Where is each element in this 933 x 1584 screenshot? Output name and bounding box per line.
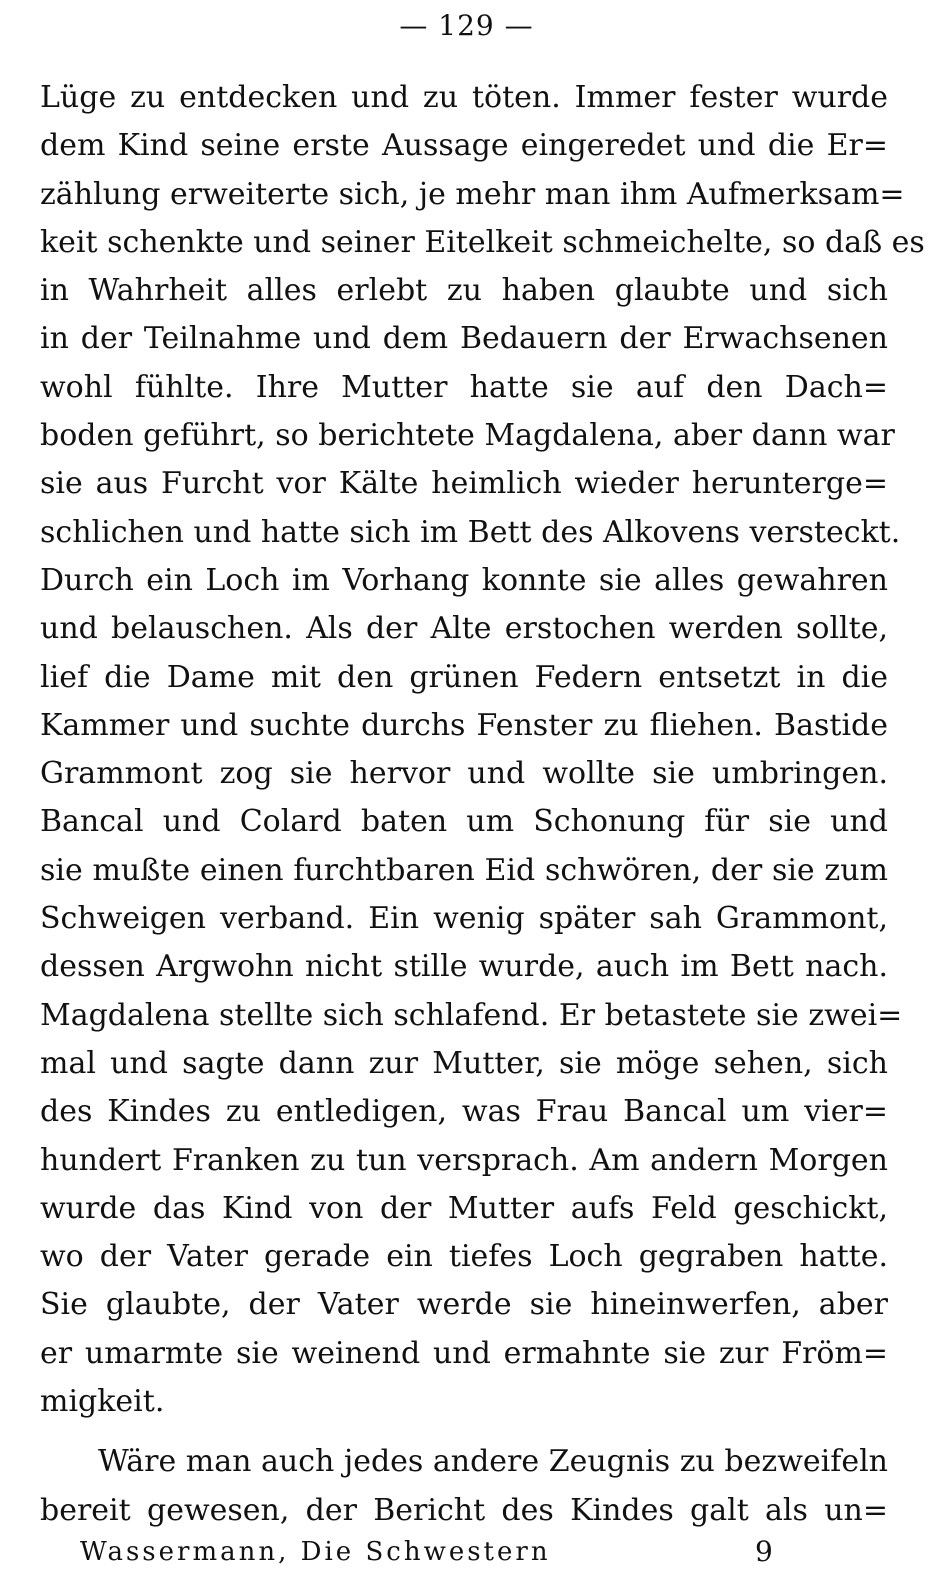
text-line: Schweigen verband. Ein wenig später sah Grammont, (40, 901, 888, 937)
text-line: schlichen und hatte sich im Bett des Alkovens versteckt. (40, 514, 901, 550)
text-line: in der Teilnahme und dem Bedauern der Erwachsenen (40, 321, 888, 357)
text-line: Sie glaubte, der Vater werde sie hineinwerfen, aber (40, 1287, 888, 1323)
text-line: Wäre man auch jedes andere Zeugnis zu bezweifeln (98, 1444, 888, 1480)
paragraph-gap (40, 1426, 888, 1438)
paragraph-1 (40, 74, 925, 1426)
text-line: keit schenkte und seiner Eitelkeit schmeichelte, so daß es (40, 224, 925, 260)
text-line: migkeit. (40, 1384, 165, 1420)
text-line: hundert Franken zu tun versprach. Am andern Morgen (40, 1142, 888, 1178)
text-line: bereit gewesen, der Bericht des Kindes galt als un= (40, 1492, 888, 1528)
text-line: des Kindes zu entledigen, was Frau Bancal um vier= (40, 1094, 888, 1130)
text-line: und belauschen. Als der Alte erstochen werden sollte, (40, 611, 888, 647)
text-line: Lüge zu entdecken und zu töten. Immer fester wurde (40, 80, 888, 115)
text-line: lief die Dame mit den grünen Federn entsetzt in die (40, 659, 888, 695)
text-line: boden geführt, so berichtete Magdalena, aber dann war (40, 418, 895, 454)
text-line: Durch ein Loch im Vorhang konnte sie alles gewahren (40, 562, 888, 598)
sheet-number: 9 (755, 1535, 773, 1568)
text-line: wohl fühlte. Ihre Mutter hatte sie auf den Dach= (40, 369, 888, 405)
text-line: Grammont zog sie hervor und wollte sie umbringen. (40, 756, 888, 792)
text-line: zählung erweiterte sich, je mehr man ihm Aufmerksam= (40, 176, 905, 212)
text-line: Magdalena stellte sich schlafend. Er betastete sie zwei= (40, 997, 903, 1033)
text-line: Bancal und Colard baten um Schonung für sie und (40, 804, 888, 840)
text-line: in Wahrheit alles erlebt zu haben glaubte und sich (40, 273, 888, 309)
printer-signature: Wassermann, Die Schwestern (80, 1537, 551, 1567)
page-footer (40, 1530, 888, 1574)
text-line: sie aus Furcht vor Kälte heimlich wieder herunterge= (40, 466, 888, 502)
text-line: mal und sagte dann zur Mutter, sie möge sehen, sich (40, 1045, 888, 1081)
text-line: er umarmte sie weinend und ermahnte sie zur Fröm= (40, 1335, 888, 1371)
text-line: Kammer und suchte durchs Fenster zu fliehen. Bastide (40, 707, 888, 743)
text-line: dem Kind seine erste Aussage eingeredet und die Er= (40, 128, 888, 164)
text-line: wo der Vater gerade ein tiefes Loch gegraben hatte. (40, 1239, 888, 1275)
text-line: sie mußte einen furchtbaren Eid schwören, der sie zum (40, 852, 888, 888)
text-line: dessen Argwohn nicht stille wurde, auch im Bett nach. (40, 949, 888, 985)
page-number-header: — 129 — (399, 9, 534, 42)
text-line: wurde das Kind von der Mutter aufs Feld geschickt, (40, 1190, 888, 1226)
body-text (40, 74, 925, 1535)
paragraph-2 (40, 1438, 888, 1535)
